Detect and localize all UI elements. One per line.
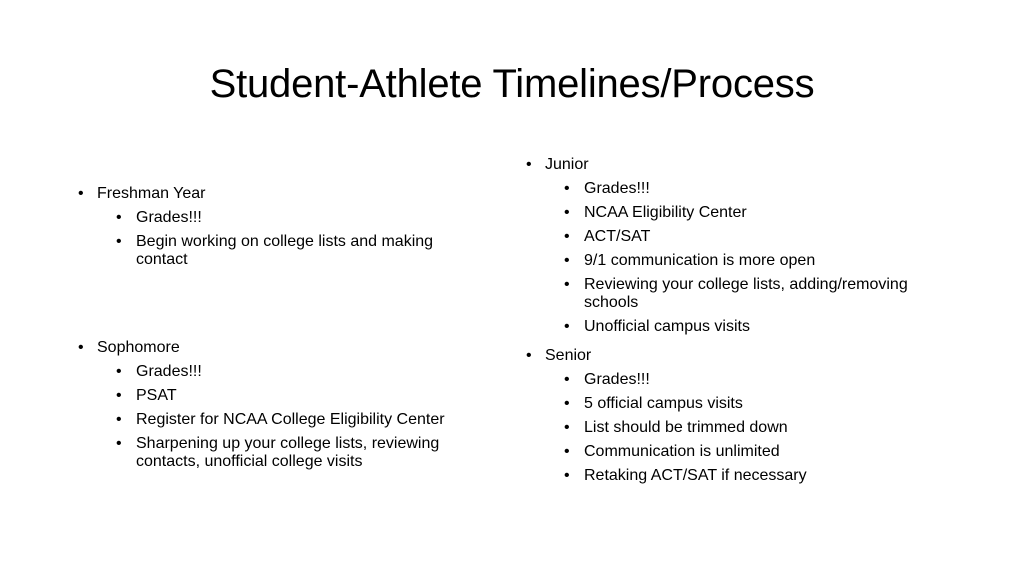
- group-junior: [526, 156, 966, 336]
- list-item: • Grades!!!: [116, 209, 478, 227]
- list-item: • Communication is unlimited: [564, 443, 966, 461]
- right-bullet-list: [526, 156, 966, 336]
- spacer: [78, 275, 478, 339]
- group-label: • Senior: [545, 347, 592, 364]
- list-item: • 9/1 communication is more open: [564, 252, 966, 270]
- list-item: • Retaking ACT/SAT if necessary: [564, 467, 966, 485]
- left-bullet-list: [78, 185, 478, 269]
- list-item: • NCAA Eligibility Center: [564, 204, 966, 222]
- group-label: • Junior: [545, 156, 589, 173]
- sub-bullet-list: [545, 180, 966, 336]
- slide-title: Student-Athlete Timelines/Process: [209, 62, 815, 106]
- list-item: • Grades!!!: [116, 363, 478, 381]
- list-item: • ACT/SAT: [564, 228, 966, 246]
- group-label: • Sophomore: [97, 339, 180, 356]
- group-freshman: [78, 185, 478, 269]
- right-column: [526, 156, 966, 491]
- left-column: [78, 185, 478, 477]
- list-item: • PSAT: [116, 387, 478, 405]
- list-item: • Unofficial campus visits: [564, 318, 966, 336]
- sub-bullet-list: [97, 209, 478, 269]
- list-item: • Register for NCAA College Eligibility Center: [116, 411, 478, 429]
- sub-bullet-list: [545, 371, 966, 485]
- list-item: • Sharpening up your college lists, reviewing contacts, unofficial college visits: [116, 435, 478, 471]
- group-sophomore: [78, 339, 478, 471]
- left-bullet-list-2: [78, 339, 478, 471]
- group-label: • Freshman Year: [97, 185, 206, 202]
- list-item: • Grades!!!: [564, 180, 966, 198]
- list-item: • 5 official campus visits: [564, 395, 966, 413]
- list-item: • Grades!!!: [564, 371, 966, 389]
- group-senior: [526, 347, 966, 485]
- list-item: • Reviewing your college lists, adding/removing schools: [564, 276, 966, 312]
- list-item: • Begin working on college lists and making contact: [116, 233, 478, 269]
- sub-bullet-list: [97, 363, 478, 471]
- list-item: • List should be trimmed down: [564, 419, 966, 437]
- right-bullet-list-2: [526, 347, 966, 485]
